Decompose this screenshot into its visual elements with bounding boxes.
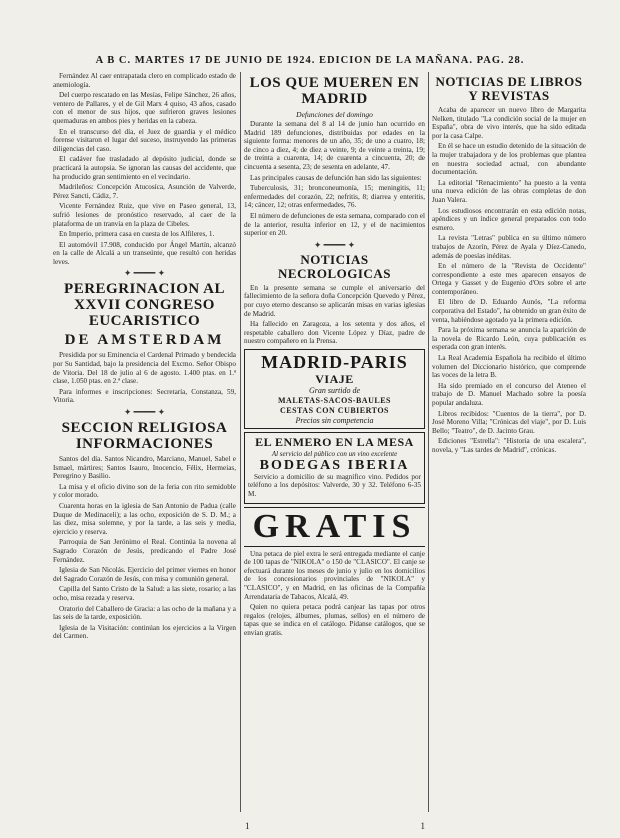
- article-paragraph: Libros recibidos: "Cuentos de la tierra", por D. José Moreno Villa; "Crónicas del viaje", por D. Luis Bello; "Teatro", de D. Jacinto Grau.: [432, 409, 586, 435]
- article-paragraph: Tuberculosis, 31; bronconeumonía, 15; meningitis, 11; enfermedades del corazón, 22; nefritis, 8; diarrea y enteritis, 14; cáncer, 12; otras enfermedades, 76.: [244, 184, 425, 210]
- article-paragraph: Iglesia de la Visitación: continúan los ejercicios a la Virgen del Carmen.: [53, 623, 236, 641]
- headline-religious: SECCION RELIGIOSA INFORMACIONES: [61, 420, 228, 453]
- ornament-divider: ✦ ━━━━ ✦: [123, 407, 166, 418]
- ad-line: MALETAS-SACOS-BAULES: [278, 395, 391, 405]
- column-3: [432, 72, 586, 816]
- article-paragraph: Durante la semana del 8 al 14 de junio han ocurrido en Madrid 189 defunciones, distribuidas por edades en la siguiente forma: menores de un año, 35; de uno a cuatro, 18; de cinco a diez, 4; de diez a veinte, 9; de veinte a treinta, 19; de treinta a cuarenta, 14; de cuarenta a cincuenta, 20; de cincuenta a sesenta, 23; de sesenta en adelante, 47.: [244, 120, 425, 171]
- ad-title: EL ENMERO EN LA MESA: [255, 434, 414, 449]
- column-rule: [428, 72, 429, 812]
- article-paragraph: En la presente semana se cumple el aniversario del fallecimiento de la señora doña Concepción Quevedo y Pérez, por cuyo eterno descanso se aplicarán misas en varias iglesias de Madrid.: [244, 283, 425, 318]
- headline-pilgrimage: PEREGRINACION AL XXVII CONGRESO EUCARISTICO: [64, 281, 225, 330]
- article-paragraph: Las principales causas de defunción han sido las siguientes:: [250, 173, 422, 182]
- article-paragraph: Presidida por su Eminencia el Cardenal Primado y bendecida por Su Santidad, bajo la presidencia del Excmo. Señor Obispo de Vitoria. Del 18 de julio al 6 de agosto. 1.400 ptas. en 1.ª clase, 1.050 ptas. en 2.ª clase.: [53, 351, 236, 386]
- article-paragraph: Para la próxima semana se anuncia la aparición de la novela de Ricardo León, cuya publicación es esperada con gran interés.: [432, 326, 586, 352]
- article-paragraph: Vicente Fernández Ruiz, que vive en Paseo general, 13, sufrió lesiones de pronóstico reservado, al caer de la plataforma de un tranvía en la plaza de Cibeles.: [53, 202, 236, 228]
- article-paragraph: La revista "Letras" publica en su último número trabajos de Azorín, Pérez de Ayala y Díez-Canedo, además de poesías inéditas.: [432, 234, 586, 260]
- headline-books: NOTICIAS DE LIBROS Y REVISTAS: [435, 74, 583, 103]
- article-paragraph: En Imperio, primera casa en cuesta de los Alfileres, 1.: [59, 230, 215, 239]
- article-paragraph: Iglesia de San Nicolás. Ejercicio del primer viernes en honor del Sagrado Corazón de Jesús, con misa y comunión general.: [53, 566, 236, 583]
- article-paragraph: Fernández Al caer entrapatada clero en complicado estado de anemiología.: [53, 72, 236, 89]
- article-paragraph: Capilla del Santo Cristo de la Salud: a las siete, rosario; a las ocho, misa rezada y reserva.: [53, 585, 236, 602]
- ornament-divider: ✦ ━━━━ ✦: [123, 268, 166, 279]
- article-paragraph: Del cuerpo rescatado en las Mesías, Felipe Sánchez, 26 años, ventero de Pallares, y el de Gil Marx 4 quiso, 43 años, casado con el menor de sus hijos, que sufrieron graves lesiones quemaduras en ambos pies y heridas en la cabeza.: [53, 91, 236, 125]
- article-paragraph: La Real Academia Española ha recibido el último volumen del Diccionario histórico, que comprende las voces de la letra B.: [432, 354, 586, 380]
- column-1: [53, 72, 236, 816]
- gratis-headline: GRATIS: [244, 507, 425, 547]
- headline-obituaries: NOTICIAS NECROLOGICAS: [278, 251, 391, 281]
- column-2: [244, 72, 425, 816]
- ad-brand: BODEGAS IBERIA: [259, 457, 410, 473]
- headline-deaths: LOS QUE MUEREN EN MADRID: [249, 75, 420, 107]
- article-paragraph: La misa y el oficio divino son de la feria con rito semidoble y color morado.: [53, 482, 236, 500]
- headline-amsterdam: DE AMSTERDAM: [64, 332, 225, 349]
- article-paragraph: En el número de la "Revista de Occidente" correspondiente a este mes aparecen ensayos de Ortega y Gasset y de Eugenio d'Ors sobre el arte contemporáneo.: [432, 262, 586, 296]
- ad-line: Al servicio del público con un vino excelente: [271, 449, 398, 458]
- subheadline: Defunciones del domingo: [296, 110, 373, 119]
- advertisement-wine: [244, 432, 425, 504]
- ad-line: Gran surtido de: [308, 385, 361, 395]
- ad-text: Servicio a domicilio de su magnífico vino. Pedidos por teléfono a los depósitos: Valverde, 30 y 32. Teléfono 6-35 M.: [248, 472, 421, 499]
- article-paragraph: Santos del día. Santos Nicandro, Marciano, Manuel, Sabel e Ismael, mártires; Santos Isauro, Inocencio, Félix, Hermeias, Peregrino y Basilio.: [53, 455, 236, 481]
- advertisement-luggage: [244, 349, 425, 429]
- article-paragraph: Ha sido premiado en el concurso del Ateneo el trabajo de D. Manuel Machado sobre la poesía popular andaluza.: [432, 381, 586, 407]
- page-header: A B C. MARTES 17 DE JUNIO DE 1924. EDICION DE LA MAÑANA. PAG. 28.: [95, 55, 525, 66]
- ornament-divider: ✦ ━━━━ ✦: [313, 239, 356, 250]
- column-rule: [240, 72, 241, 812]
- ad-title: MADRID-PARIS: [261, 351, 408, 372]
- article-paragraph: Madrileños: Concepción Atucosíca, Asunción de Valverde, Pérez Sancti, Cádiz, 7.: [53, 183, 236, 200]
- article-paragraph: El libro de D. Eduardo Aunós, "La reforma corporativa del Estado", ha obtenido un gran éxito de venta, habiéndose agotado ya la primera edición.: [432, 298, 586, 324]
- article-paragraph: El número de defunciones de esta semana, comparado con el de la anterior, resulta inferior en 12, y el de nacimientos superior en 20.: [244, 211, 425, 238]
- article-paragraph: Los estudiosos encontrarán en esta edición notas, apéndices y un índice general preparados con todo esmero.: [432, 206, 586, 232]
- article-paragraph: Para informes e inscripciones: Secretaría, Constanza, 59, Vitoria.: [53, 387, 236, 405]
- article-paragraph: El cadáver fue trasladado al depósito judicial, donde se practicará la autopsia. Se ignoran las causas del accidente, que ha producido gran sentimiento en el vecindario.: [53, 155, 236, 181]
- ad-line: Precios sin competencia: [295, 415, 374, 425]
- article-paragraph: Oratorio del Caballero de Gracia: a las ocho de la mañana y a las seis de la tarde, exposición.: [53, 604, 236, 622]
- article-paragraph: En el transcurso del día, el Juez de guardia y el médico forense visitaron el lugar del suceso, instruyendo las primeras diligencias del caso.: [53, 127, 236, 153]
- article-paragraph: La editorial "Renacimiento" ha puesto a la venta una nueva edición de las obras completas de don Juan Valera.: [432, 178, 586, 204]
- article-paragraph: Acaba de aparecer un nuevo libro de Margarita Nelken, titulado "La condición social de la mujer en España", obra de vivo interés, que ha sido editada por la casa Calpe.: [432, 106, 586, 140]
- article-paragraph: Cuarenta horas en la iglesia de San Antonio de Padua (calle Duque de Medinaceli); a las ocho, exposición de S. D. M.; a las diez, misa solemne, y por la tarde, a las seis y media, ejercicio y reserva.: [53, 502, 236, 536]
- ad-line: VIAJE: [315, 371, 354, 386]
- article-paragraph: Quien no quiera petaca podrá canjear las tapas por otros regalos (relojes, álbumes, plumas, sellos) en el número de tapas que se indica en el catálogo. Pídanse catálogos, que se envían gratis.: [244, 603, 425, 637]
- article-paragraph: Parroquia de San Jerónimo el Real. Continúa la novena al Sagrado Corazón de Jesús, predicando el Padre José Fernández.: [53, 538, 236, 564]
- article-paragraph: Ediciones "Estrella": "Historia de una escalera", novela, y "Las tardes de Madrid", crónicas.: [432, 437, 586, 454]
- footer-mark: 1: [245, 821, 250, 831]
- ad-line: CESTAS CON CUBIERTOS: [279, 405, 389, 415]
- footer-mark: 1: [420, 821, 425, 831]
- article-paragraph: El automóvil 17.908, conducido por Ángel Martín, alcanzó en la calle de Alcalá a un transeúnte, que resultó con heridas leves.: [53, 240, 236, 266]
- article-paragraph: En él se hace un estudio detenido de la situación de la mujer trabajadora y de los problemas que plantea en nuestra sociedad actual, con abundante documentación.: [432, 142, 586, 177]
- article-paragraph: Una petaca de piel extra le será entregada mediante el canje de 100 tapas de "NIKOLA" o 150 de "CLASICO". El canje se efectuará durante los meses de junio y julio en los domicilios de los concesionarios provinciales de "NIKOLA" y "CLASICO", y en Madrid, en las oficinas de la Compañía Arrendataria de Tabacos, Alcalá, 49.: [244, 549, 425, 601]
- page-footer: [245, 818, 425, 834]
- article-paragraph: Ha fallecido en Zaragoza, a los setenta y dos años, el respetable caballero don Vicente López y Díaz, padre de nuestro compañero en la Prensa.: [244, 320, 425, 346]
